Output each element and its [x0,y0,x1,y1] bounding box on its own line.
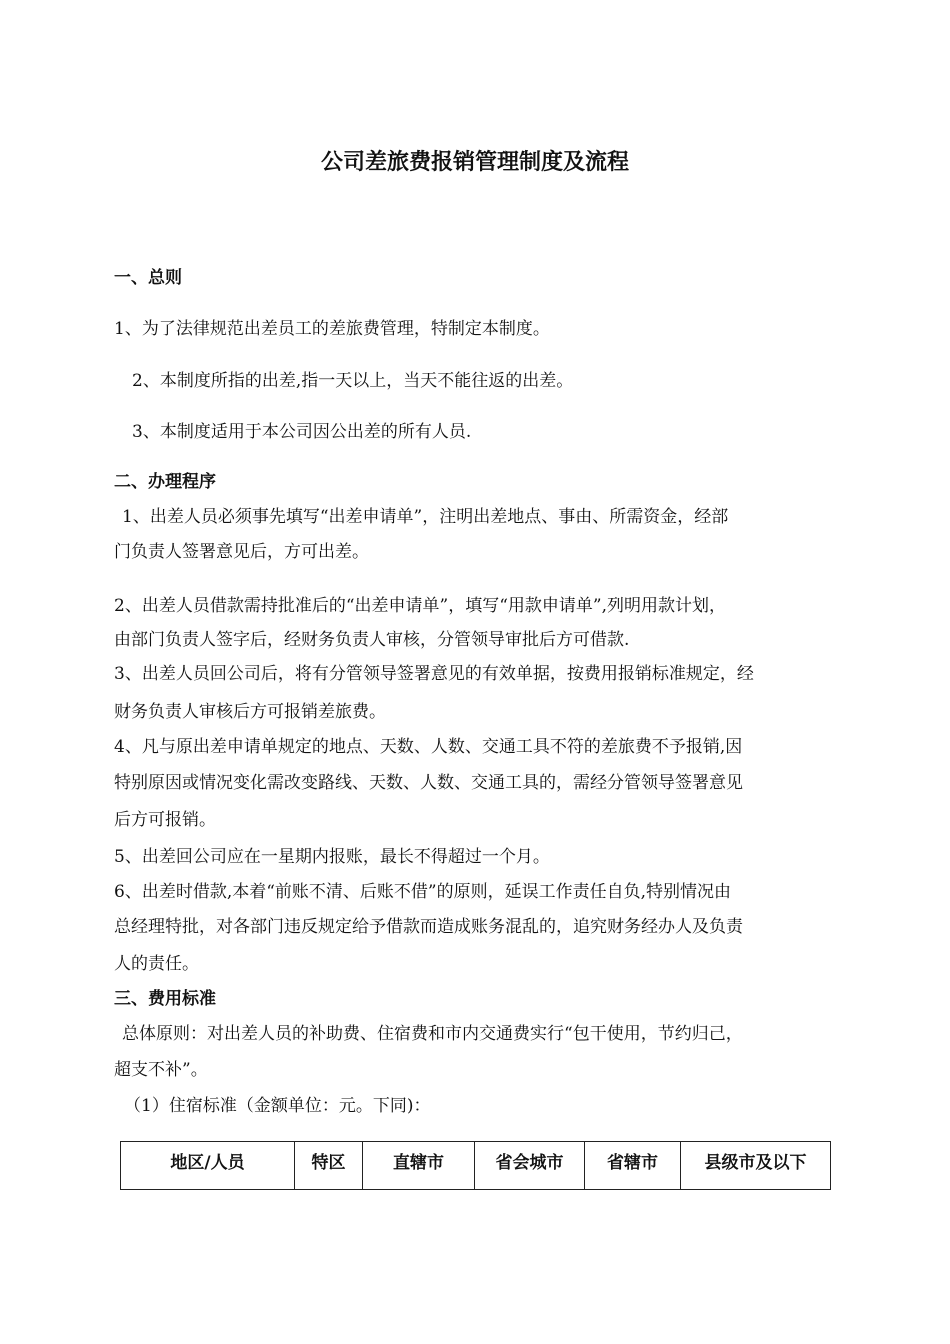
table-header-cell-provincial-capital: 省会城市 [475,1142,585,1190]
paragraph-line: 总经理特批，对各部门违反规定给予借款而造成账务混乱的，追究财务经办人及负责 [114,917,743,937]
table-header-row [121,1142,831,1190]
paragraph-line: 1、出差人员必须事先填写“出差申请单”，注明出差地点、事由、所需资金，经部 [122,507,729,527]
paragraph-line: 2、本制度所指的出差,指一天以上，当天不能往返的出差。 [132,371,574,391]
paragraph-line: 特别原因或情况变化需改变路线、天数、人数、交通工具的，需经分管领导签署意见 [114,773,743,793]
paragraph-line: 6、出差时借款,本着“前账不清、后账不借”的原则，延误工作责任自负,特别情况由 [114,882,732,902]
paragraph-line: 5、出差回公司应在一星期内报账，最长不得超过一个月。 [114,847,550,867]
paragraph-line: 门负责人签署意见后，方可出差。 [114,542,369,562]
paragraph-line: 后方可报销。 [114,810,216,830]
paragraph-line: （1）住宿标准（金额单位：元。下同)： [124,1096,431,1116]
paragraph-line: 2、出差人员借款需持批准后的“出差申请单”，填写“用款申请单”,列明用款计划， [114,596,726,616]
section-heading-procedure: 二、办理程序 [114,472,216,492]
paragraph-line: 3、出差人员回公司后，将有分管领导签署意见的有效单据，按费用报销标准规定，经 [114,664,754,684]
table-header-cell-region: 地区/人员 [121,1142,295,1190]
paragraph-line: 1、为了法律规范出差员工的差旅费管理，特制定本制度。 [114,319,550,339]
paragraph-line: 人的责任。 [114,954,199,974]
table-header-cell-prefecture-city: 省辖市 [585,1142,681,1190]
document-title: 公司差旅费报销管理制度及流程 [320,150,629,175]
paragraph-line: 3、本制度适用于本公司因公出差的所有人员. [132,422,472,442]
table-header-cell-special-zone: 特区 [295,1142,363,1190]
paragraph-line: 由部门负责人签字后，经财务负责人审核，分管领导审批后方可借款. [114,630,630,650]
accommodation-standard-table [120,1141,831,1190]
table-header-cell-county-level: 县级市及以下 [681,1142,831,1190]
paragraph-line: 超支不补”。 [114,1060,208,1080]
table-header-cell-municipality: 直辖市 [363,1142,475,1190]
section-heading-cost-standards: 三、费用标准 [114,989,216,1009]
section-heading-general: 一、总则 [114,268,182,288]
paragraph-line: 财务负责人审核后方可报销差旅费。 [114,702,386,722]
paragraph-line: 4、凡与原出差申请单规定的地点、天数、人数、交通工具不符的差旅费不予报销,因 [114,737,743,757]
paragraph-line: 总体原则：对出差人员的补助费、住宿费和市内交通费实行“包干使用，节约归己， [122,1024,743,1044]
